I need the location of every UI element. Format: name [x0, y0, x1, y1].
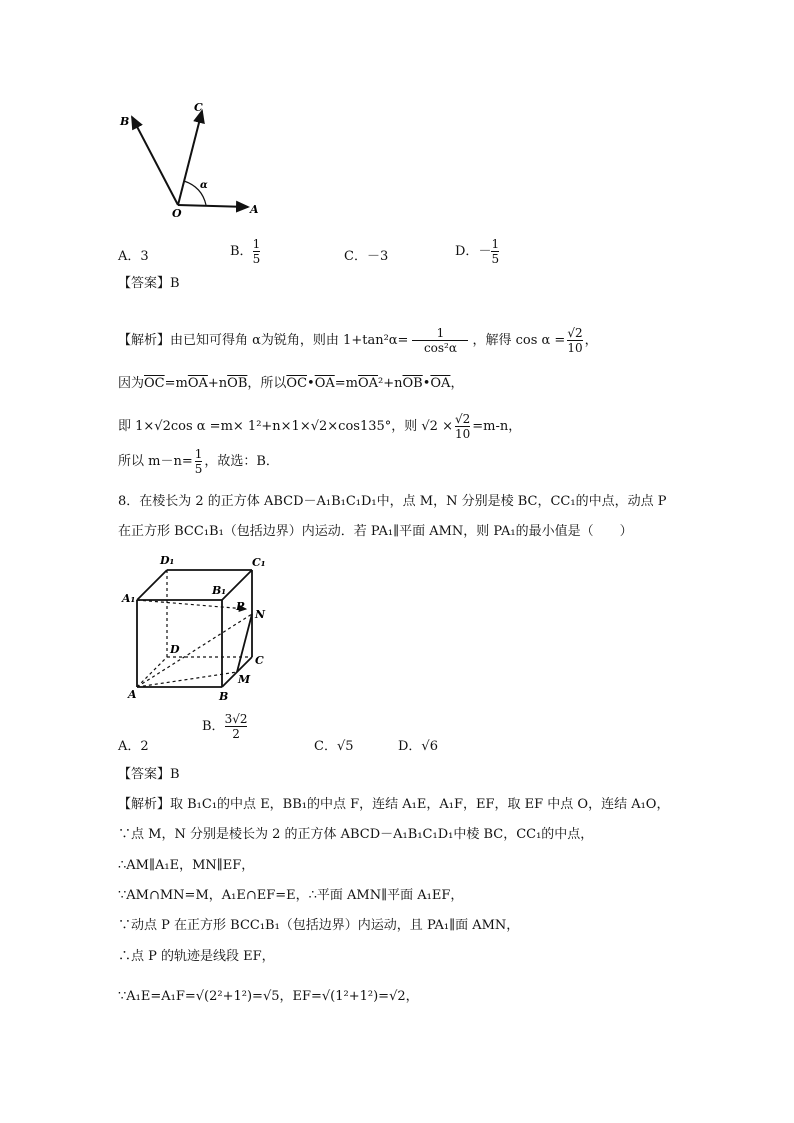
q7-analysis-1-val-num: √2: [567, 326, 583, 340]
q7-option-d: [455, 237, 499, 266]
vector-oc: [178, 111, 202, 205]
q7-analysis-1c: ，: [584, 333, 598, 348]
label-a: A: [250, 203, 259, 216]
l3-fraction: [455, 412, 470, 441]
q8-option-b-num: 3√2: [224, 712, 248, 726]
l2-vec-ob: $\overline{OB}$: [227, 376, 248, 391]
label-o: O: [172, 207, 182, 220]
l2-a: 因为: [118, 376, 145, 391]
l4-fraction: [195, 447, 203, 476]
vector-ob: [132, 117, 178, 205]
l2-f: =m: [334, 376, 358, 391]
q8-stem-line-2: 在正方形 BCC₁B₁（包括边界）内运动．若 PA₁∥平面 AMN，则 PA₁的最小值是（ ）: [118, 524, 633, 539]
l2-c: +n: [207, 376, 228, 391]
q8-option-b-label: B．: [202, 719, 225, 734]
q7-analysis-line-4: [118, 447, 279, 476]
label-c1: C₁: [252, 556, 266, 569]
label-c: C: [194, 101, 203, 114]
q7-option-b-label: B．: [230, 244, 253, 259]
q8-option-a: A．2: [118, 739, 149, 754]
label-n: N: [255, 608, 266, 621]
l2-vec-oa-2: $\overline{OA}$: [314, 376, 335, 391]
q7-analysis-1-fraction: [412, 326, 468, 355]
q7-option-d-label: D．: [455, 244, 479, 259]
q7-option-d-sign: －: [478, 244, 492, 259]
l2-b: =m: [164, 376, 188, 391]
l2-vec-oa-4: $\overline{OA}$: [430, 376, 451, 391]
q8-analysis-line-3: ∴AM∥A₁E，MN∥EF，: [118, 858, 255, 873]
q8-answer: 【答案】B: [118, 767, 180, 782]
vector-angle-figure: [110, 95, 270, 225]
l4-num: 1: [194, 447, 203, 461]
q7-analysis-1-frac-num: 1: [436, 326, 445, 340]
label-p: P: [236, 600, 245, 613]
label-alpha: α: [200, 180, 208, 191]
label-a: A: [128, 688, 137, 701]
q8-option-d: D．√6: [398, 739, 438, 754]
q8-option-b-den: 2: [225, 726, 248, 741]
q7-option-a: A．3: [118, 249, 149, 264]
q8-analysis-line-6: ∴点 P 的轨迹是线段 EF，: [118, 949, 275, 964]
l2-vec-oa-3: $\overline{OA}$: [357, 376, 379, 391]
q7-option-b: [230, 237, 260, 266]
l2-e: •: [307, 376, 315, 391]
l2-vec-oc-2: $\overline{OC}$: [286, 376, 308, 391]
l2-g: ²+n: [378, 376, 403, 391]
vector-oa: [178, 205, 248, 207]
q8-option-c: C．√5: [314, 739, 354, 754]
l3-frac-num: √2: [454, 412, 471, 426]
label-d: D: [170, 643, 180, 656]
label-b: B: [120, 115, 130, 128]
l2-i: ，: [450, 376, 464, 391]
label-a1: A₁: [122, 592, 136, 605]
label-b1: B₁: [212, 584, 227, 597]
q7-option-b-num: 1: [252, 237, 261, 251]
l4-den: 5: [194, 462, 203, 476]
q7-option-b-den: 5: [252, 252, 261, 266]
q7-option-d-fraction: [491, 237, 499, 266]
q7-option-b-fraction: [253, 237, 261, 266]
q7-analysis-1a: 由已知可得角 α为锐角，则由 1+tan²α=: [170, 333, 409, 348]
label-c: C: [255, 654, 264, 667]
label-d1: D₁: [160, 554, 175, 567]
l3-frac-den: 10: [454, 427, 471, 441]
l3-c: =m-n，: [472, 419, 522, 434]
q7-analysis-label: 【解析】: [118, 333, 171, 348]
l4-b: ，故选：B．: [204, 454, 279, 469]
q8-analysis-line-5: ∵动点 P 在正方形 BCC₁B₁（包括边界）内运动，且 PA₁∥面 AMN，: [118, 918, 520, 933]
l2-h: •: [422, 376, 431, 391]
q7-answer: 【答案】B: [118, 276, 180, 291]
vector-angle-svg: [110, 95, 270, 225]
l2-vec-ob-2: $\overline{OB}$: [402, 376, 423, 391]
q8-analysis-line-1: 【解析】取 B₁C₁的中点 E，BB₁的中点 F，连结 A₁E，A₁F，EF，取 EF 中点 O，连结 A₁O，: [118, 797, 670, 812]
q7-analysis-1b: ，解得 cos α =: [472, 333, 566, 348]
q7-analysis-1-val-den: 10: [567, 341, 583, 355]
l2-vec-oa: $\overline{OA}$: [187, 376, 208, 391]
l2-vec-oc: $\overline{OC}$: [144, 376, 165, 391]
cube-svg: [118, 552, 278, 702]
q7-analysis-line-2: [118, 372, 463, 391]
q8-analysis-line-2: ∵点 M，N 分别是棱长为 2 的正方体 ABCD－A₁B₁C₁D₁中棱 BC，CC₁的中点，: [118, 827, 594, 842]
label-m: M: [238, 673, 251, 686]
q7-option-d-num: 1: [491, 237, 500, 251]
q7-analysis-line-3: [118, 412, 521, 441]
l3-a: 即 1×√2cos α =m× 1²+n×1×√2×cos135°: [118, 419, 392, 434]
q7-analysis-1-frac-den: cos²α: [412, 340, 468, 355]
q7-analysis-line-1: [118, 326, 598, 355]
q8-analysis-line-7: ∵A₁E=A₁F=√(2²+1²)=√5，EF=√(1²+1²)=√2，: [118, 989, 419, 1004]
q8-option-b: [202, 712, 247, 741]
q7-option-d-den: 5: [491, 252, 500, 266]
q8-option-b-fraction: [225, 712, 248, 741]
q8-stem-line-1: 8．在棱长为 2 的正方体 ABCD－A₁B₁C₁D₁中，点 M，N 分别是棱 BC，CC₁的中点，动点 P: [118, 494, 667, 509]
q7-option-c: C．－3: [344, 249, 389, 264]
l3-b: ，则 √2 ×: [391, 419, 453, 434]
l2-d: ，所以: [247, 376, 287, 391]
q8-analysis-line-4: ∵AM∩MN=M，A₁E∩EF=E，∴平面 AMN∥平面 A₁EF，: [118, 888, 464, 903]
l4-a: 所以 m－n=: [118, 454, 193, 469]
q7-analysis-1-value: [567, 326, 582, 355]
cube-figure: [118, 552, 278, 702]
label-b: B: [219, 690, 229, 702]
